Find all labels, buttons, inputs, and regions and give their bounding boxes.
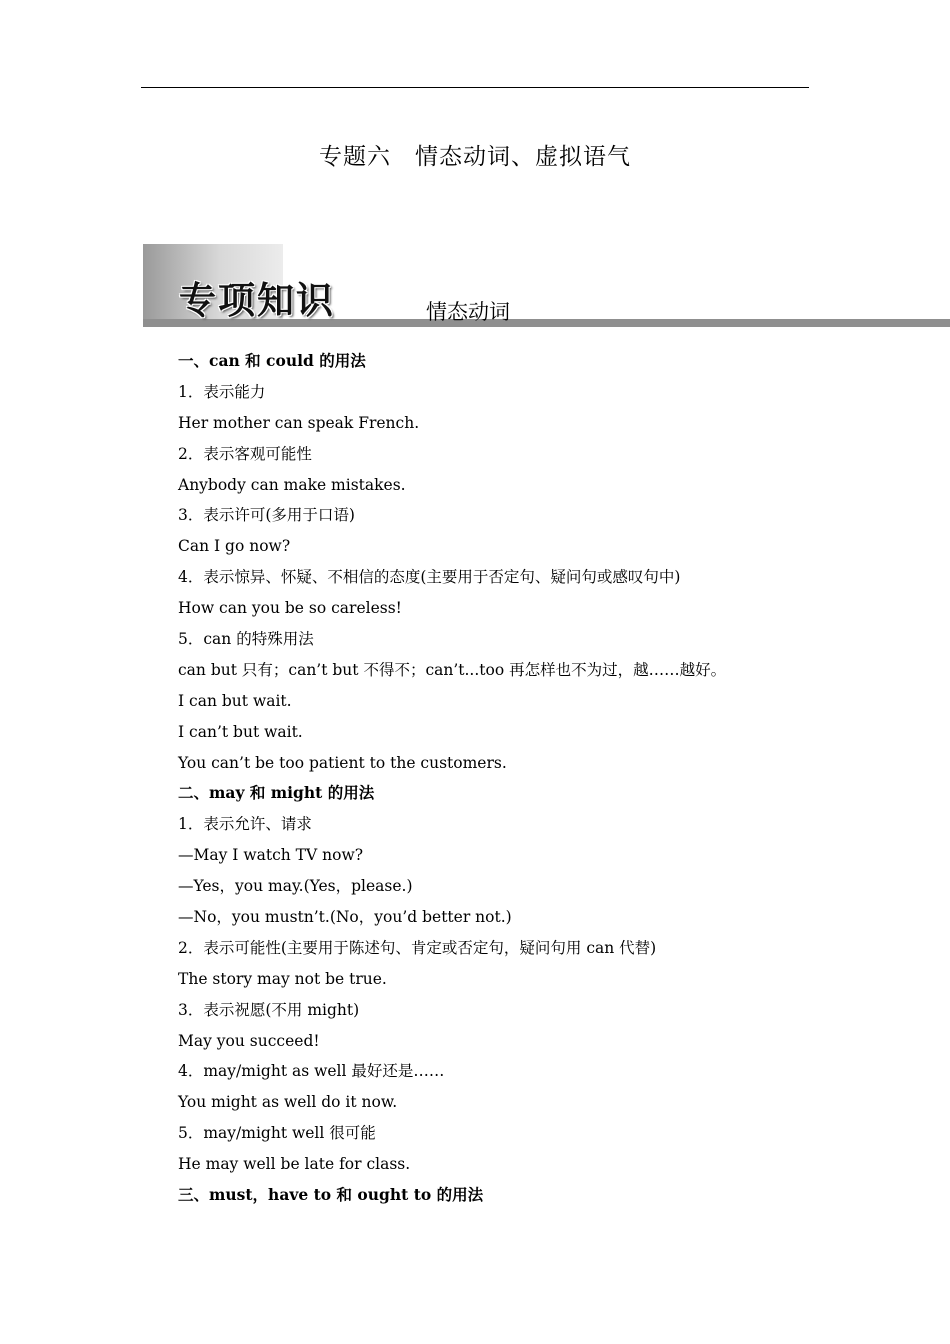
text-line: —May I watch TV now? (178, 846, 364, 865)
text-line: May you succeed! (178, 1031, 320, 1050)
text-line: 2．表示可能性(主要用于陈述句、肯定或否定句，疑问句用 can 代替) (178, 938, 657, 957)
text-line: 5．may/might well 很可能 (178, 1124, 376, 1143)
text-line: 3．表示许可(多用于口语) (178, 506, 355, 525)
header-rule (141, 87, 809, 88)
text-line: can but 只有；can’t but 不得不；can’t...too 再怎样也不为过，越……越好。 (178, 660, 727, 679)
text-line: You might as well do it now. (178, 1093, 398, 1112)
text-line: You can’t be too patient to the customers. (178, 753, 507, 772)
text-line: 3．表示祝愿(不用 might) (178, 1000, 360, 1019)
banner-label: 专项知识 (179, 279, 335, 322)
text-line: 4．may/might as well 最好还是…… (178, 1062, 445, 1081)
section-heading: 三、must，have to 和 ought to 的用法 (178, 1185, 484, 1205)
text-line: 5．can 的特殊用法 (178, 630, 314, 649)
text-line: How can you be so careless! (178, 599, 402, 618)
section-heading: 二、may 和 might 的用法 (178, 783, 375, 803)
section-heading: 一、can 和 could 的用法 (178, 351, 366, 370)
text-line: Her mother can speak French. (178, 413, 420, 432)
text-line: 1．表示能力 (178, 382, 266, 401)
text-line: 2．表示客观可能性 (178, 444, 312, 463)
text-line: Can I go now? (178, 537, 291, 556)
text-line: 4．表示惊异、怀疑、不相信的态度(主要用于否定句、疑问句或感叹句中) (178, 568, 681, 587)
document-body (178, 346, 898, 1211)
text-line: —No，you mustn’t.(No，you’d better not.) (178, 908, 512, 927)
text-line: I can but wait. (178, 691, 292, 710)
text-line: —Yes，you may.(Yes，please.) (178, 877, 413, 896)
section-banner (143, 244, 950, 328)
text-line: I can’t but wait. (178, 722, 303, 741)
text-line: The story may not be true. (178, 969, 387, 988)
text-line: Anybody can make mistakes. (178, 475, 406, 494)
banner-topic: 情态动词 (426, 300, 510, 324)
page-title: 专题六 情态动词、虚拟语气 (319, 144, 631, 170)
text-line: 1．表示允许、请求 (178, 815, 312, 834)
text-line: He may well be late for class. (178, 1155, 411, 1174)
